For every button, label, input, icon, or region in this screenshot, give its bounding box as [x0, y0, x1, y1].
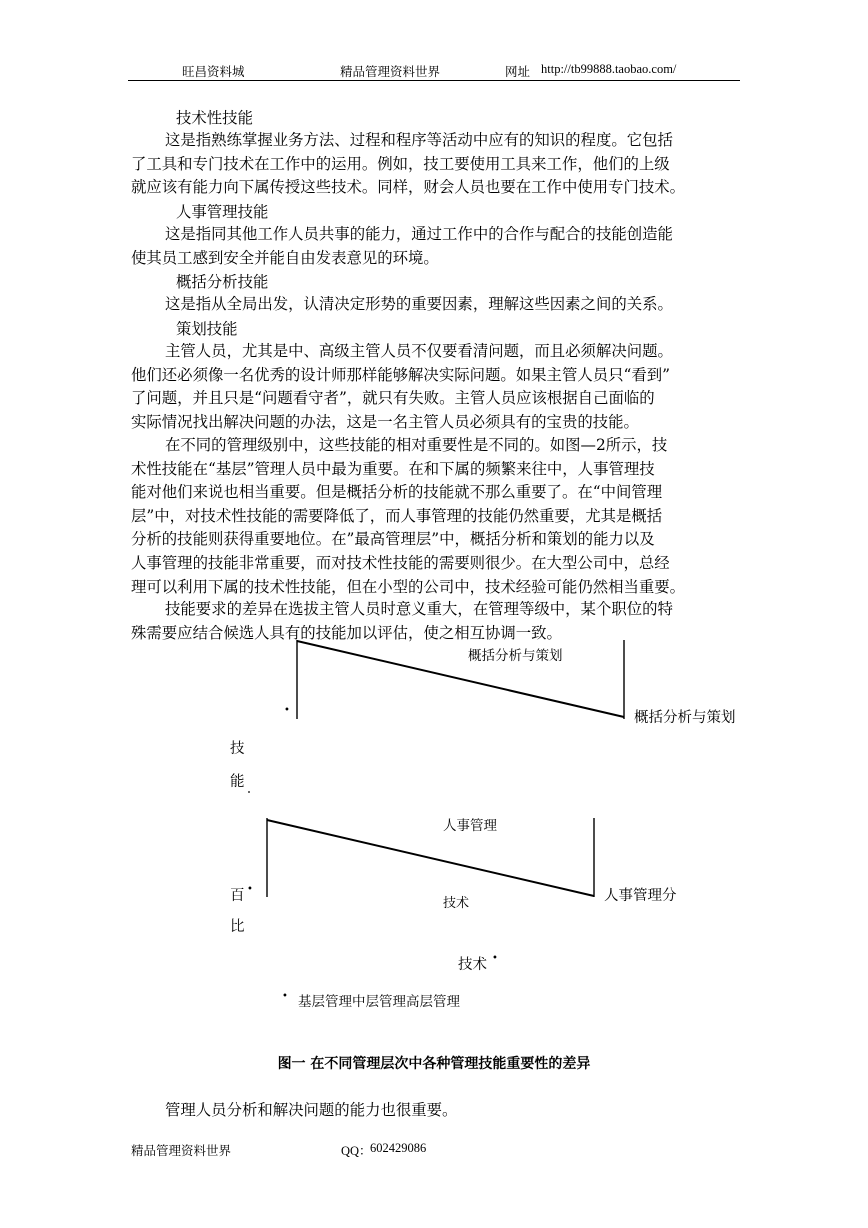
text-line: 他们还必须像一名优秀的设计师那样能够解决实际问题。如果主管人员只“看到” — [131, 365, 671, 384]
text-line: 理可以利用下属的技术性技能，但在小型的公司中，技术经验可能仍然相当重要。 — [131, 577, 686, 596]
text-line: 管理人员分析和解决问题的能力也很重要。 — [165, 1101, 458, 1119]
y-axis-char-1: 技 — [230, 741, 245, 757]
text-line: 了问题，并且只是“问题看守者”，就只有失败。主管人员应该根据自己面临的 — [131, 389, 655, 408]
section-heading-analysis: 概括分析技能 — [176, 273, 269, 291]
footer-qq-label: QQ： — [341, 1144, 372, 1158]
tech-label: 技术 — [458, 957, 487, 973]
top-band-inner-label: 概括分析与策划 — [468, 648, 563, 664]
text-line: 这是指同其他工作人员共事的能力，通过工作中的合作与配合的技能创造能 — [165, 225, 673, 243]
footer-left-text: 精品管理资料世界 — [131, 1144, 232, 1158]
middle-band-inner-label: 人事管理 — [443, 818, 497, 834]
y-axis-char-4: 比 — [230, 919, 245, 935]
top-band-diagonal — [297, 641, 624, 717]
text-line: 主管人员，尤其是中、高级主管人员不仅要看清问题，而且必须解决问题。 — [165, 342, 673, 360]
middle-band-clipped-label: 技术 — [443, 896, 470, 911]
header-center-text: 精品管理资料世界 — [340, 65, 441, 79]
section-heading-personnel: 人事管理技能 — [176, 203, 269, 221]
middle-band-diagonal — [267, 820, 594, 896]
text-line: 技能要求的差异在选拔主管人员时意义重大，在管理等级中，某个职位的特 — [165, 600, 673, 618]
text-line: 实际情况找出解决问题的办法，这是一名主管人员必须具有的宝贵的技能。 — [131, 412, 639, 431]
footer-qq-number: 602429086 — [370, 1141, 427, 1155]
y-axis-char-2: 能 — [230, 774, 245, 790]
x-axis-label: 基层管理中层管理高层管理 — [298, 994, 460, 1010]
header-url-label: 网址 — [505, 65, 531, 79]
section-heading-technical: 技术性技能 — [176, 109, 253, 127]
top-band-bullet: • — [284, 705, 290, 716]
text-line: 殊需要应结合候选人具有的技能加以评估，使之相互协调一致。 — [131, 623, 562, 642]
middle-band-right-label: 人事管理分 — [604, 888, 677, 904]
axis-dot — [248, 791, 250, 793]
text-line: 在不同的管理级别中，这些技能的相对重要性是不同的。如图—2所示，技 — [165, 436, 668, 454]
x-axis-bullet: • — [282, 991, 288, 1002]
text-line: 层”中，对技术性技能的需要降低了，而人事管理的技能仍然重要，尤其是概括 — [131, 506, 663, 525]
tech-bullet: • — [492, 953, 498, 964]
y-axis-char-3: 百 — [230, 888, 245, 904]
text-line: 能对他们来说也相当重要。但是概括分析的技能就不那么重要了。在“中间管理 — [131, 483, 663, 502]
top-band-right-label: 概括分析与策划 — [634, 710, 736, 726]
header-left-text: 旺昌资料城 — [182, 65, 245, 79]
figure-caption: 图一 在不同管理层次中各种管理技能重要性的差异 — [277, 1056, 591, 1072]
text-line: 分析的技能则获得重要地位。在”最高管理层”中，概括分析和策划的能力以及 — [131, 530, 655, 549]
middle-band-bullet: • — [247, 884, 253, 895]
text-line: 这是指从全局出发，认清决定形势的重要因素，理解这些因素之间的关系。 — [165, 295, 673, 313]
closing-paragraph — [131, 1099, 741, 1123]
text-line: 术性技能在“基层”管理人员中最为重要。在和下属的频繁来往中，人事管理技 — [131, 459, 655, 478]
text-line: 了工具和专门技术在工作中的运用。例如，技工要使用工具来工作，他们的上级 — [131, 154, 670, 173]
section-heading-planning: 策划技能 — [176, 320, 238, 338]
text-line: 这是指熟练掌握业务方法、过程和程序等活动中应有的知识的程度。它包括 — [165, 131, 673, 149]
text-line: 使其员工感到安全并能自由发表意见的环境。 — [131, 248, 439, 267]
text-line: 就应该有能力向下属传授这些技术。同样，财会人员也要在工作中使用专门技术。 — [131, 178, 686, 197]
text-line: 人事管理的技能非常重要，而对技术性技能的需要则很少。在大型公司中，总经 — [131, 553, 670, 572]
header-url[interactable]: http://tb99888.taobao.com/ — [541, 62, 677, 76]
